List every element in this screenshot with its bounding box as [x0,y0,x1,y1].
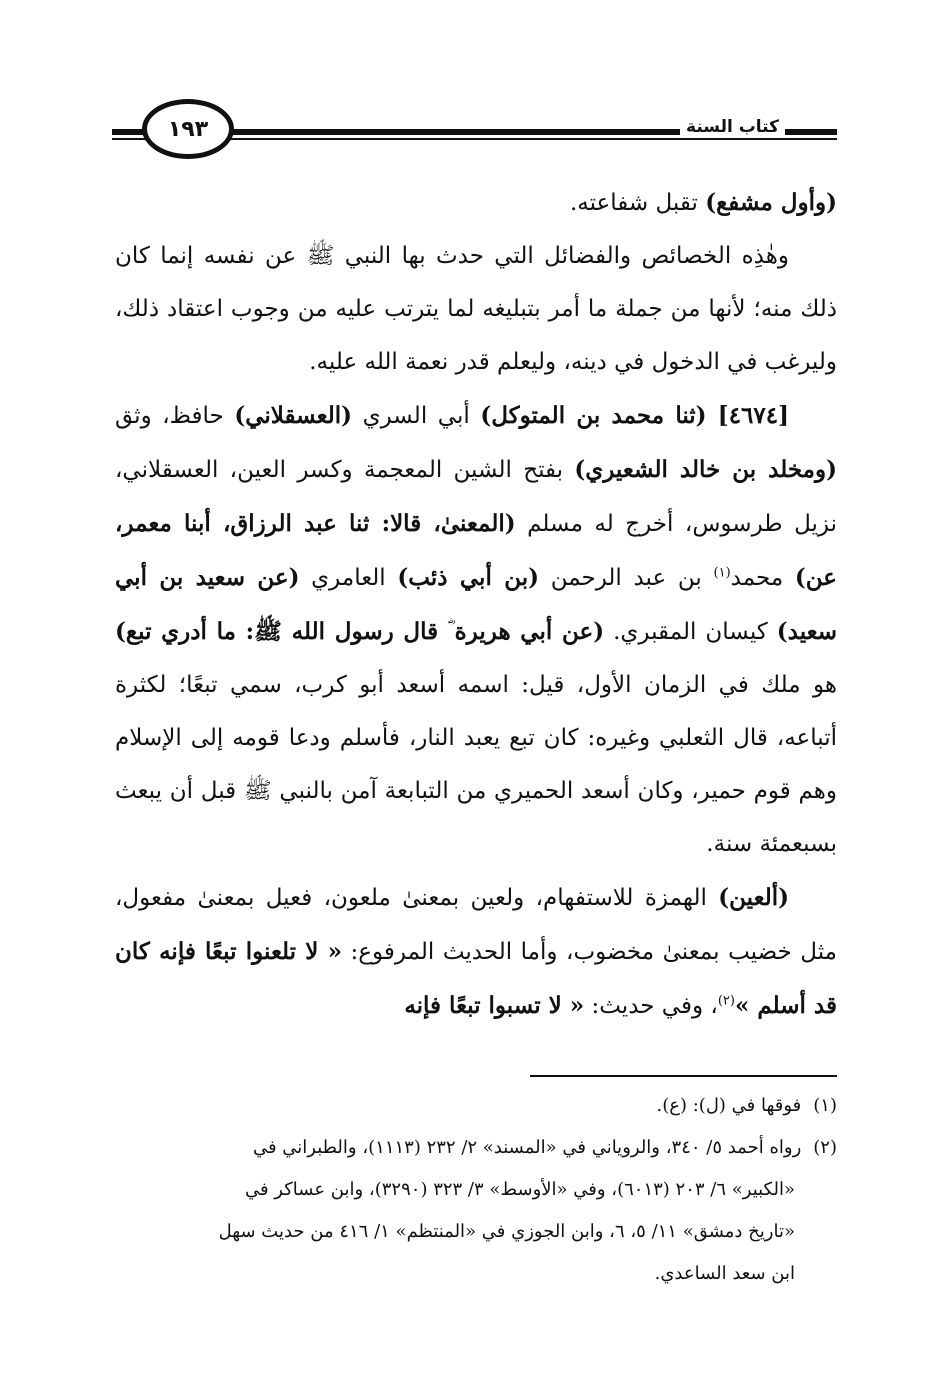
footnote-2-line-2 [115,1169,837,1211]
footnote-separator [530,1075,837,1077]
text-run: ، وفي حديث: [584,993,718,1019]
hadith-number-chain: [٤٦٧٤] (ثنا محمد بن المتوكل) [480,402,790,429]
bold-term: (ومخلد بن خالد الشعيري) [574,456,837,483]
paragraph-2 [115,230,837,389]
text-run: أبي السري [352,403,481,429]
bold-term: (العسقلاني) [234,402,353,429]
bold-term: (عن سعيد بن أبي سعيد) [115,564,837,645]
paragraph-4 [115,871,837,1033]
footnote-text: «تاريخ دمشق» ١١/ ٥، ٦، وابن الجوزي في «المنتظم» ١/ ٤١٦ من حديث سهل [218,1221,795,1242]
bold-term: (المعنىٰ، قالا: ثنا عبد الرزاق، أبنا معمر، عن) [115,510,837,591]
text-run: وهٰذِه الخصائص والفضائل التي حدث بها النبي ﷺ عن نفسه إنما كان ذلك منه؛ لأنها من جملة ما أمر بتبليغه لما يترتب عليه من وجوب اعتقاد ذلك، وليرغب في الدخول في دينه، وليعلم قدر نعمة الله عليه. [115,243,837,375]
book-title: كتاب السنة [680,117,785,137]
text-run: محمد [730,565,795,591]
text-run: تقبل شفاعته. [569,190,706,216]
bold-term: قال رسول الله ﷺ: ما أدري تبع) [115,618,439,645]
text-run: بفتح الشين المعجمة وكسر العين، العسقلاني، نزيل طرسوس، أخرج له مسلم [115,457,837,537]
footnotes [115,1085,837,1295]
footnote-ref: (٢) [717,993,735,1009]
paragraph-1 [115,176,837,230]
header-rule-thin [212,138,837,140]
text-run: بن عبد الرحمن [539,565,714,591]
main-text [115,176,837,1033]
bold-term: (ألعين) [718,884,789,911]
text-run: كيسان المقبري. [604,619,777,645]
footnote-1 [115,1085,837,1127]
paragraph-3 [115,389,837,871]
footnote-text: فوقها في (ل): (ع). [656,1095,802,1116]
footnote-number: (٢) [813,1137,837,1158]
hadith-quote: « لا تسبوا تبعًا فإنه [404,992,585,1019]
footnote-text: «الكبير» ٦/ ٢٠٣ (٦٠١٣)، وفي «الأوسط» ٣/ ٣٢٣ (٣٢٩٠)، وابن عساكر في [244,1179,795,1200]
footnote-2 [115,1127,837,1169]
text-run: العامري [299,565,398,591]
bold-term: (وأول مشفع) [705,189,837,216]
footnote-2-line-3 [115,1211,837,1253]
text-run: الهمزة للاستفهام، ولعين بمعنىٰ ملعون، فعيل بمعنىٰ مفعول، مثل خضيب بمعنىٰ مخضوب، وأما الحديث المرفوع: [115,885,837,965]
bold-term: (عن أبي هريرة [454,618,605,645]
footnote-ref: (١) [713,565,731,581]
text-run: حافظ، وثق [115,403,235,429]
footnote-number: (١) [813,1095,837,1116]
text-run: هو ملك في الزمان الأول، قيل: اسمه أسعد أبو كرب، سمي تبعًا؛ لكثرة أتباعه، قال الثعلبي وغيره: كان تبع يعبد النار، فأسلم ودعا قومه إلى الإسلام وهم قوم حمير، وكان أسعد الحميري من التبابعة آمن بالنبي ﷺ قبل أن يبعث بسبعمئة سنة. [115,672,837,857]
footnote-text: ابن سعد الساعدي. [654,1263,795,1284]
page-number: ١٩٣ [167,116,209,142]
bold-term: (بن أبي ذئب) [397,564,540,591]
footnote-2-line-4 [115,1253,837,1295]
footnote-text: رواه أحمد ٥/ ٣٤٠، والروياني في «المسند» ٢/ ٢٣٢ (١١١٣)، والطبراني في [252,1137,802,1158]
honorific-glyph: ؓ [438,619,455,645]
page-number-badge [142,99,234,159]
hadith-quote: « لا تلعنوا تبعًا فإنه كان قد أسلم » [115,938,837,1019]
page-header [112,95,837,170]
